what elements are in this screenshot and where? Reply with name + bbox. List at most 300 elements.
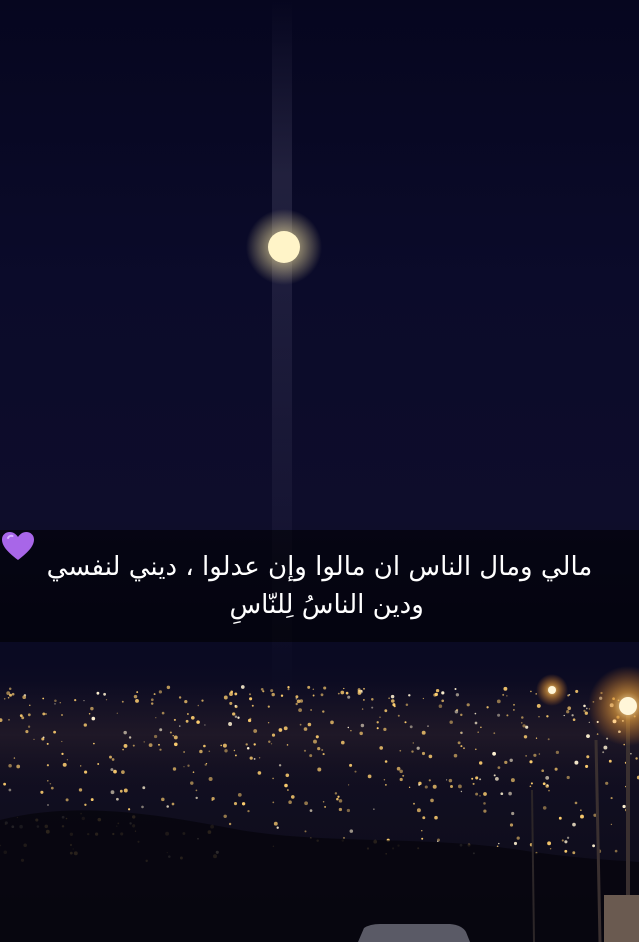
city-light	[441, 691, 444, 694]
city-light	[234, 802, 237, 805]
city-light	[209, 777, 213, 781]
city-light	[346, 692, 349, 695]
caption-line-2	[215, 586, 424, 624]
city-light	[229, 702, 232, 705]
city-light	[84, 804, 86, 806]
city-light	[298, 708, 302, 712]
city-light	[97, 692, 100, 695]
city-light	[271, 743, 272, 744]
city-light	[400, 778, 403, 781]
city-light	[63, 763, 67, 767]
city-light	[562, 839, 564, 841]
city-light	[513, 704, 515, 706]
city-light	[198, 705, 200, 707]
city-light	[504, 761, 507, 764]
city-light	[379, 716, 380, 717]
city-light	[498, 843, 499, 844]
city-light	[174, 735, 178, 739]
city-light	[439, 704, 443, 708]
city-light	[135, 699, 139, 703]
city-light	[310, 809, 313, 812]
city-light	[53, 731, 56, 734]
city-light	[379, 746, 383, 750]
city-light	[179, 725, 180, 726]
city-light	[430, 799, 434, 803]
city-light	[423, 698, 424, 699]
city-light	[29, 705, 30, 706]
city-light	[564, 715, 565, 716]
city-light	[33, 739, 34, 740]
city-light	[232, 712, 235, 715]
city-light	[321, 749, 323, 751]
city-light	[550, 848, 551, 849]
city-light	[580, 809, 582, 811]
city-light	[531, 782, 533, 784]
city-light	[272, 778, 274, 780]
city-light	[471, 778, 473, 780]
city-light	[335, 792, 337, 794]
city-light	[479, 778, 481, 780]
city-light	[149, 743, 153, 747]
city-light	[90, 707, 93, 710]
city-light	[12, 693, 15, 696]
city-light	[455, 688, 457, 690]
city-light	[211, 799, 213, 801]
city-light	[254, 743, 256, 745]
city-light	[339, 799, 343, 803]
city-light	[109, 756, 112, 759]
city-light	[158, 744, 160, 746]
city-light	[539, 753, 541, 755]
city-light	[533, 754, 536, 757]
city-light	[525, 755, 526, 756]
city-light	[410, 725, 413, 728]
city-light	[441, 699, 444, 702]
city-light	[317, 768, 321, 772]
city-light	[392, 703, 395, 706]
caption-bar	[0, 530, 639, 642]
city-light	[566, 710, 569, 713]
city-light	[575, 690, 578, 693]
city-light	[159, 728, 162, 731]
city-light	[124, 789, 128, 793]
city-light	[151, 702, 153, 704]
city-light	[286, 774, 290, 778]
city-light	[103, 693, 106, 696]
city-light	[536, 738, 537, 739]
city-light	[113, 770, 117, 774]
city-light	[174, 742, 178, 746]
city-light	[8, 719, 10, 721]
city-light	[483, 809, 486, 812]
city-light	[8, 764, 12, 768]
city-light	[506, 695, 507, 696]
city-light	[128, 808, 130, 810]
city-light	[186, 720, 189, 723]
city-light	[458, 741, 461, 744]
city-light	[308, 723, 312, 727]
streetlamp-core-small	[548, 686, 556, 694]
city-light	[277, 827, 279, 829]
city-light	[475, 713, 477, 715]
city-light	[456, 693, 459, 696]
car-roof	[358, 924, 470, 942]
city-light	[350, 730, 352, 732]
city-light	[449, 720, 452, 723]
city-light	[141, 806, 144, 809]
city-light	[279, 728, 283, 732]
city-light	[228, 722, 232, 726]
city-light	[399, 770, 402, 773]
city-light	[524, 735, 527, 738]
city-light	[54, 699, 57, 702]
city-light	[237, 717, 239, 719]
city-light	[564, 850, 567, 853]
city-light	[347, 809, 350, 812]
city-light	[61, 714, 63, 716]
city-light	[436, 689, 439, 692]
city-light	[310, 709, 312, 711]
city-light	[235, 705, 237, 707]
city-light	[297, 699, 301, 703]
city-light	[406, 703, 409, 706]
city-light	[4, 698, 6, 700]
city-light	[106, 699, 107, 700]
city-light	[40, 791, 43, 794]
city-light	[497, 700, 501, 704]
city-light	[409, 787, 410, 788]
city-light	[249, 693, 251, 695]
city-light	[183, 766, 184, 767]
city-light	[279, 764, 281, 766]
city-light	[475, 793, 478, 796]
city-light	[611, 797, 613, 799]
city-light	[492, 752, 496, 756]
city-light	[287, 686, 289, 688]
city-light	[337, 796, 339, 798]
city-light	[630, 753, 632, 755]
city-light	[500, 792, 503, 795]
city-light	[511, 812, 514, 815]
city-light	[162, 712, 165, 715]
city-light	[224, 696, 228, 700]
city-light	[461, 791, 462, 792]
city-light	[529, 760, 532, 763]
city-light	[603, 746, 607, 750]
city-light	[191, 716, 195, 720]
city-light	[347, 696, 350, 699]
city-light	[417, 808, 421, 812]
city-light	[248, 719, 251, 722]
city-light	[8, 697, 10, 699]
city-light	[521, 716, 524, 719]
city-light	[498, 766, 501, 769]
city-light	[373, 808, 374, 809]
city-light	[234, 750, 235, 751]
city-light	[517, 836, 520, 839]
city-light	[349, 764, 352, 767]
city-light	[151, 698, 154, 701]
city-light	[475, 722, 478, 725]
city-light	[635, 757, 637, 759]
city-light	[463, 747, 465, 749]
city-light	[510, 823, 513, 826]
city-light	[437, 841, 438, 842]
city-light	[313, 740, 317, 744]
city-light	[61, 753, 63, 755]
city-light	[467, 703, 470, 706]
city-light	[413, 803, 415, 805]
city-light	[522, 724, 525, 727]
city-light	[187, 765, 189, 767]
city-light	[304, 750, 306, 752]
city-light	[362, 708, 363, 709]
city-light	[28, 726, 30, 728]
city-light	[51, 787, 54, 790]
city-light	[546, 715, 548, 717]
city-light	[25, 730, 28, 733]
city-light	[567, 695, 569, 697]
city-light	[253, 729, 257, 733]
city-light	[272, 734, 275, 737]
city-light	[47, 764, 49, 766]
city-light	[348, 784, 349, 785]
city-light	[497, 845, 499, 847]
foreground-hill	[0, 810, 639, 942]
building-right	[604, 895, 639, 942]
city-light	[460, 732, 462, 734]
caption-line-1: مالي ومال الناس ان مالوا وإن عدلوا ، ديني لنفسي	[46, 552, 593, 582]
city-light	[304, 801, 308, 805]
city-light	[47, 804, 49, 806]
city-light	[530, 691, 532, 693]
city-light	[235, 754, 237, 756]
city-light	[14, 757, 15, 758]
city-light	[455, 710, 458, 713]
city-light	[9, 688, 12, 691]
city-light	[229, 692, 233, 696]
city-light	[586, 734, 590, 738]
city-light	[503, 687, 507, 691]
city-light	[605, 782, 608, 785]
caption-line-2-text: ودين الناسُ لِلنّاسِ	[229, 590, 424, 620]
city-light	[385, 784, 387, 786]
city-light	[54, 703, 55, 704]
city-light	[83, 700, 84, 701]
city-light	[254, 758, 256, 760]
city-light	[112, 758, 115, 761]
city-light	[268, 706, 270, 708]
city-light	[411, 750, 413, 752]
city-light	[383, 728, 386, 731]
city-light	[580, 815, 584, 819]
city-light	[480, 726, 482, 728]
city-light	[586, 755, 589, 758]
city-light	[317, 747, 320, 750]
city-light	[422, 752, 425, 755]
city-light	[307, 686, 310, 689]
city-light	[586, 708, 588, 710]
city-light	[252, 705, 254, 707]
city-light	[47, 780, 49, 782]
city-light	[288, 800, 292, 804]
city-light	[454, 754, 458, 758]
city-light	[483, 802, 486, 805]
city-light	[155, 717, 156, 718]
city-light	[479, 761, 482, 764]
city-light	[573, 718, 576, 721]
city-light	[547, 841, 551, 845]
city-light	[172, 803, 175, 806]
city-light	[323, 753, 325, 755]
city-light	[67, 759, 68, 760]
city-light	[479, 795, 480, 796]
city-light	[229, 823, 231, 825]
city-light	[274, 822, 278, 826]
city-light	[530, 785, 532, 787]
city-light	[559, 817, 562, 820]
city-light	[159, 749, 161, 751]
city-light	[136, 691, 138, 693]
city-light	[296, 703, 298, 705]
city-light	[567, 776, 570, 779]
city-light	[161, 798, 165, 802]
city-light	[179, 696, 181, 698]
city-light	[122, 749, 124, 751]
city-light	[142, 786, 145, 789]
city-light	[330, 721, 334, 725]
city-light	[235, 716, 237, 718]
city-light	[93, 743, 95, 745]
city-light	[385, 760, 388, 763]
city-light	[323, 801, 325, 803]
city-light	[203, 745, 206, 748]
city-light	[270, 689, 273, 692]
city-light	[404, 721, 406, 723]
city-light	[6, 691, 10, 695]
city-light	[402, 775, 404, 777]
city-light	[123, 731, 126, 734]
city-light	[309, 754, 312, 757]
city-light	[541, 769, 544, 772]
city-light	[201, 699, 203, 701]
city-light	[42, 712, 45, 715]
city-light	[506, 714, 508, 716]
city-light	[134, 695, 138, 699]
city-light	[495, 777, 499, 781]
city-light	[567, 837, 569, 839]
city-light	[513, 709, 515, 711]
city-light	[398, 715, 400, 717]
city-light	[391, 695, 394, 698]
city-light	[545, 776, 549, 780]
city-light	[350, 829, 354, 833]
city-light	[287, 744, 289, 746]
city-light	[154, 693, 156, 695]
city-light	[284, 726, 288, 730]
city-light	[450, 785, 453, 788]
city-light	[154, 735, 157, 738]
city-light	[74, 699, 76, 701]
city-light	[422, 816, 425, 819]
city-light	[295, 695, 298, 698]
city-light	[425, 785, 428, 788]
city-light	[421, 830, 422, 831]
city-light	[3, 783, 6, 786]
city-light	[377, 727, 379, 729]
city-light	[427, 725, 429, 727]
city-light	[122, 701, 124, 703]
city-light	[338, 693, 340, 695]
city-light	[241, 685, 245, 689]
city-light	[547, 784, 549, 786]
city-light	[199, 750, 203, 754]
city-light	[473, 783, 475, 785]
city-light	[205, 764, 207, 766]
city-light	[66, 798, 69, 801]
city-light	[268, 740, 270, 742]
city-light	[556, 751, 559, 754]
city-light	[371, 698, 374, 701]
city-light	[144, 741, 145, 742]
city-light	[209, 751, 211, 753]
city-light	[597, 733, 599, 735]
city-light	[183, 751, 185, 753]
city-light	[354, 771, 356, 773]
city-light	[433, 785, 437, 789]
city-light	[363, 688, 365, 690]
city-light	[537, 704, 541, 708]
moon	[268, 231, 300, 263]
city-light	[340, 691, 344, 695]
city-light	[193, 771, 195, 773]
city-light	[609, 760, 612, 763]
city-light	[173, 735, 174, 736]
city-light	[129, 736, 131, 738]
city-light	[170, 731, 172, 733]
city-light	[89, 713, 91, 715]
city-light	[548, 790, 550, 792]
city-light	[272, 693, 275, 696]
city-light	[368, 775, 372, 779]
streetlamp-core-large	[619, 697, 637, 715]
city-light	[224, 749, 227, 752]
city-light	[258, 771, 262, 775]
city-light	[543, 806, 547, 810]
city-light	[514, 842, 517, 845]
city-light	[493, 732, 495, 734]
city-light	[313, 689, 315, 691]
city-light	[173, 767, 176, 770]
city-light	[245, 743, 247, 745]
city-light	[272, 802, 274, 804]
city-light	[167, 686, 170, 689]
city-light	[583, 705, 586, 708]
city-light	[247, 810, 249, 812]
city-light	[300, 724, 302, 726]
city-light	[418, 784, 420, 786]
city-light	[555, 768, 558, 771]
city-light	[61, 741, 62, 742]
city-light	[84, 771, 87, 774]
city-light	[60, 702, 61, 703]
city-light	[84, 723, 87, 726]
city-light	[262, 690, 264, 692]
city-light	[110, 768, 113, 771]
city-light	[548, 738, 550, 740]
city-light	[16, 765, 20, 769]
city-light	[413, 742, 414, 743]
